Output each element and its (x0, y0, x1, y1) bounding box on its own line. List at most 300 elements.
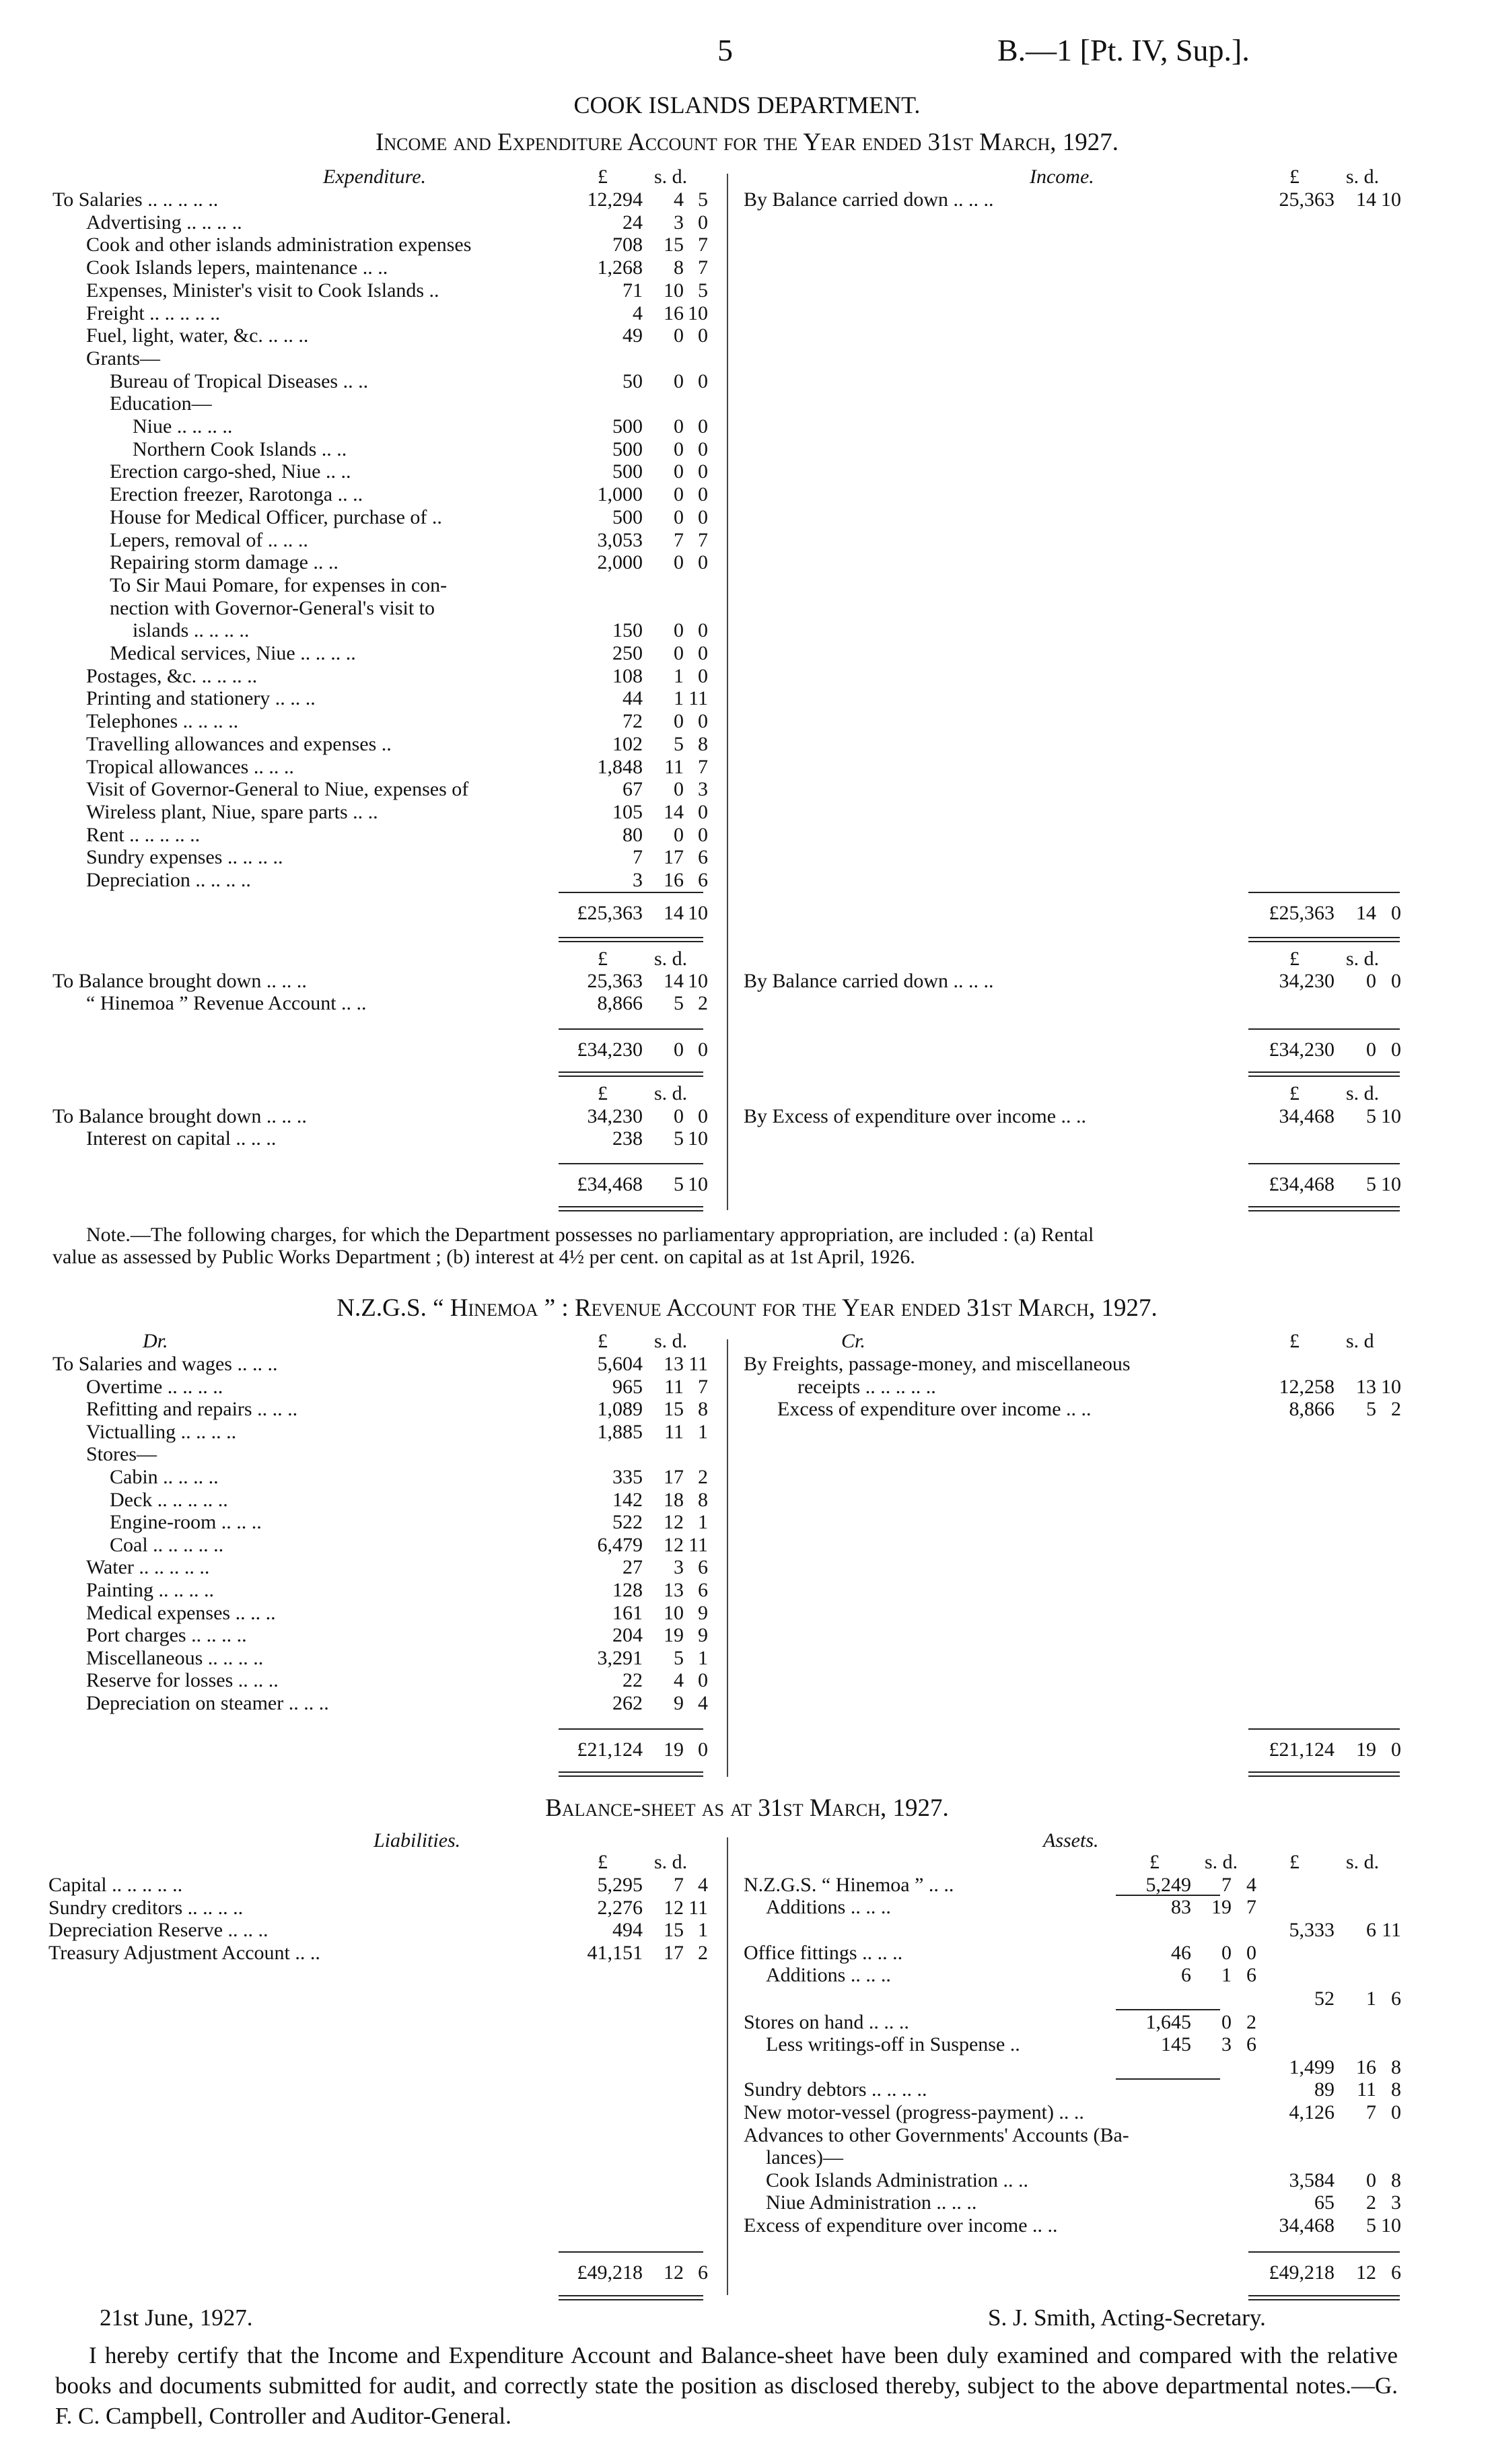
expenditure-row-23-label: Telephones .. .. .. .. (86, 710, 239, 733)
expenditure-row-24-label: Travelling allowances and expenses .. (86, 732, 392, 755)
expenditure-row-8-a: 50 (622, 369, 643, 392)
revenue-debit-row-8-label: Coal .. .. .. .. .. (110, 1533, 224, 1556)
revenue-debit-row-0-a: 5,604 (597, 1353, 643, 1375)
expenditure-row-5-a: 4 (633, 302, 643, 324)
expenditure-row-10-s: 0 (674, 415, 684, 437)
asset-stores-total-d: 8 (1391, 2056, 1401, 2078)
asset-hinemoa-total-d: 11 (1382, 1919, 1401, 1941)
asset-office-total-a: 52 (1314, 1987, 1335, 2010)
revenue-debit-row-10-s: 13 (664, 1579, 684, 1601)
asset-niue-admin-a: 65 (1314, 2191, 1335, 2214)
b3-right-total-d: 10 (1381, 1173, 1401, 1195)
revenue-debit-row-13-s: 5 (674, 1646, 684, 1669)
revenue-debit-row-0-label: To Salaries and wages .. .. .. (52, 1353, 278, 1375)
asset-sundry-debtors-s: 11 (1357, 2078, 1376, 2101)
expenditure-row-14-s: 0 (674, 505, 684, 528)
asset-niue-admin-label: Niue Administration .. .. .. (766, 2191, 977, 2214)
revenue-debit-row-9-d: 6 (698, 1556, 708, 1579)
b3-left-total-s: 5 (674, 1173, 684, 1195)
b3-interest-on-capital-s: 5 (674, 1127, 684, 1150)
bs-right-total-d: 6 (1391, 2261, 1401, 2284)
b3-left-sd-header: s. d. (654, 1082, 688, 1104)
expenditure-row-3-label: Cook Islands lepers, maintenance .. .. (86, 256, 388, 279)
b2-right-total-a: £34,230 (1269, 1039, 1335, 1061)
revenue-debit-row-0-d: 11 (688, 1353, 708, 1375)
b2-balance-brought-down-d: 10 (688, 970, 708, 992)
revenue-debit-row-5-d: 2 (698, 1466, 708, 1488)
asset-hinemoa-additions-s: 19 (1211, 1896, 1232, 1918)
asset-office-fittings-label: Office fittings .. .. .. (744, 1942, 903, 1964)
ie-right-double-rule-1 (1248, 937, 1400, 942)
expenditure-row-5-d: 10 (688, 302, 708, 324)
statement-date: 21st June, 1927. (100, 2304, 253, 2331)
b2-left-total-s: 0 (674, 1039, 684, 1061)
revenue-credit-receipts-a: 12,258 (1279, 1376, 1335, 1398)
revenue-debit-row-2-s: 15 (664, 1398, 684, 1421)
revenue-credit-receipts-s: 13 (1356, 1376, 1376, 1398)
expenditure-row-30-s: 16 (664, 869, 684, 891)
expenditure-row-11-s: 0 (674, 437, 684, 460)
b3-right-total-a: £34,468 (1269, 1173, 1335, 1195)
revenue-debit-row-12-label: Port charges .. .. .. .. (86, 1624, 247, 1647)
revenue-debit-row-1-label: Overtime .. .. .. .. (86, 1375, 223, 1398)
expenditure-row-3-d: 7 (698, 256, 708, 279)
revenue-debit-row-3-a: 1,885 (597, 1420, 643, 1443)
expenditure-row-5-s: 16 (664, 302, 684, 324)
expenditure-row-2-label: Cook and other islands administration expenses (86, 234, 472, 256)
expenditure-row-8-s: 0 (674, 369, 684, 392)
asset-motor-vessel-label: New motor-vessel (progress-payment) .. .. (744, 2101, 1084, 2123)
liability-row-1-a: 2,276 (597, 1896, 643, 1919)
revenue-debit-row-7-d: 1 (698, 1511, 708, 1534)
revenue-debit-row-14-label: Reserve for losses .. .. .. (86, 1669, 279, 1692)
rev-left-total-d: 0 (698, 1738, 708, 1761)
revenue-debit-row-5-a: 335 (612, 1466, 643, 1488)
bs-right-pound-header: £ (1289, 1851, 1300, 1873)
asset-sundry-debtors-d: 8 (1391, 2078, 1401, 2101)
revenue-debit-row-9-s: 3 (674, 1556, 684, 1579)
expenditure-row-28-a: 80 (622, 823, 643, 846)
liability-row-1-s: 12 (664, 1896, 684, 1919)
asset-motor-vessel-d: 0 (1391, 2101, 1401, 2123)
balance-column-divider (727, 1837, 728, 2295)
b3-excess-expenditure-d: 10 (1381, 1105, 1401, 1127)
bs-right-total-s: 12 (1356, 2261, 1376, 2284)
revenue-debit-row-12-s: 19 (664, 1624, 684, 1647)
rev-left-sd-header: s. d. (654, 1330, 688, 1352)
b2-left-double-rule (559, 1071, 703, 1077)
revenue-credit-excess-s: 5 (1366, 1398, 1376, 1420)
asset-stores-total-s: 16 (1356, 2056, 1376, 2078)
ie-right-total-1-d: 0 (1391, 902, 1401, 924)
expenditure-row-25-s: 11 (664, 755, 684, 778)
expenditure-row-27-a: 105 (612, 800, 643, 823)
bs-left-total-a: £49,218 (577, 2261, 643, 2284)
asset-hinemoa-d: 4 (1246, 1874, 1256, 1896)
revenue-credit-freights-line-1: By Freights, passage-money, and miscellaneous (744, 1353, 1131, 1375)
revenue-debit-row-1-s: 11 (664, 1375, 684, 1398)
expenditure-row-29-a: 7 (633, 846, 643, 869)
revenue-debit-row-6-s: 18 (664, 1488, 684, 1511)
revenue-credit-receipts-label: receipts .. .. .. .. .. (797, 1376, 936, 1398)
asset-office-fittings-a: 46 (1171, 1942, 1191, 1964)
bs-left-total-d: 6 (698, 2261, 708, 2284)
revenue-debit-row-2-a: 1,089 (597, 1398, 643, 1421)
expenditure-row-25-a: 1,848 (597, 755, 643, 778)
liability-row-3-d: 2 (698, 1941, 708, 1964)
ie-left-pound-header: £ (598, 166, 608, 188)
asset-office-additions-s: 1 (1221, 1964, 1232, 1986)
revenue-debit-row-3-s: 11 (664, 1420, 684, 1443)
revenue-debit-row-10-a: 128 (612, 1579, 643, 1601)
revenue-debit-row-5-s: 17 (664, 1466, 684, 1488)
liabilities-heading: Liabilities. (374, 1829, 461, 1852)
expenditure-row-1-s: 3 (674, 211, 684, 234)
revenue-debit-row-11-a: 161 (612, 1601, 643, 1624)
asset-office-fittings-d: 0 (1246, 1942, 1256, 1964)
expenditure-row-2-a: 708 (612, 234, 643, 256)
bs-mid-pound-header: £ (1149, 1851, 1160, 1873)
asset-advances-line-1: Advances to other Governments' Accounts (Ba- (744, 2124, 1129, 2146)
expenditure-row-15-a: 3,053 (597, 528, 643, 551)
bs-mid-sd-header: s. d. (1205, 1851, 1238, 1873)
rev-right-pound-header: £ (1289, 1330, 1300, 1352)
revenue-debit-row-3-d: 1 (698, 1420, 708, 1443)
b3-excess-expenditure-a: 34,468 (1279, 1105, 1335, 1127)
expenditure-row-28-d: 0 (698, 823, 708, 846)
asset-stores-writings-off-label: Less writings-off in Suspense .. (766, 2033, 1020, 2055)
expenditure-row-25-d: 7 (698, 755, 708, 778)
expenditure-row-21-a: 108 (612, 664, 643, 687)
revenue-credit-excess-label: Excess of expenditure over income .. .. (777, 1398, 1092, 1420)
revenue-debit-row-9-label: Water .. .. .. .. .. (86, 1556, 210, 1579)
liability-row-2-label: Depreciation Reserve .. .. .. (48, 1919, 269, 1941)
expenditure-row-8-label: Bureau of Tropical Diseases .. .. (110, 369, 369, 392)
b2-left-pound-header: £ (598, 948, 608, 970)
expenditure-row-27-label: Wireless plant, Niue, spare parts .. .. (86, 800, 378, 823)
ie-left-rule-1 (559, 892, 703, 893)
expenditure-row-4-d: 5 (698, 279, 708, 302)
expenditure-row-12-d: 0 (698, 460, 708, 483)
ie-left-total-1-d: 10 (688, 902, 708, 924)
assets-heading: Assets. (1043, 1829, 1099, 1852)
expenditure-row-9-label: Education— (110, 392, 212, 415)
b3-left-pound-header: £ (598, 1082, 608, 1104)
b2-right-pound-header: £ (1289, 948, 1300, 970)
expenditure-row-2-d: 7 (698, 234, 708, 256)
revenue-column-divider (727, 1339, 728, 1777)
credit-heading: Cr. (841, 1330, 865, 1352)
liability-row-1-d: 11 (688, 1896, 708, 1919)
expenditure-row-0-a: 12,294 (587, 188, 643, 211)
expenditure-row-23-s: 0 (674, 710, 684, 733)
expenditure-row-8-d: 0 (698, 369, 708, 392)
expenditure-row-12-a: 500 (612, 460, 643, 483)
revenue-debit-row-6-a: 142 (612, 1488, 643, 1511)
income-balance-carried-down-d: 10 (1381, 188, 1401, 211)
ie-right-rule-1 (1248, 892, 1400, 893)
expenditure-row-19-s: 0 (674, 619, 684, 642)
revenue-credit-excess-d: 2 (1391, 1398, 1401, 1420)
asset-stores-writings-off-d: 6 (1246, 2033, 1256, 2055)
asset-hinemoa-label: N.Z.G.S. “ Hinemoa ” .. .. (744, 1874, 954, 1896)
b3-interest-on-capital-label: Interest on capital .. .. .. (86, 1127, 277, 1150)
ie-note-line-2: value as assessed by Public Works Department ; (b) interest at 4½ per cent. on capital as at 1st April, 1926. (52, 1246, 915, 1268)
expenditure-row-0-s: 4 (674, 188, 684, 211)
expenditure-row-14-a: 500 (612, 505, 643, 528)
bs-left-rule (559, 2251, 703, 2253)
b2-hinemoa-revenue-a: 8,866 (597, 992, 643, 1014)
expenditure-row-16-d: 0 (698, 551, 708, 574)
b3-right-sd-header: s. d. (1346, 1082, 1380, 1104)
expenditure-row-22-a: 44 (622, 687, 643, 710)
expenditure-row-22-d: 11 (688, 687, 708, 710)
expenditure-row-13-a: 1,000 (597, 483, 643, 506)
ie-column-divider (727, 174, 728, 1210)
revenue-debit-row-4-label: Stores— (86, 1443, 157, 1466)
bs-left-sd-header: s. d. (654, 1851, 688, 1873)
b2-hinemoa-revenue-label: “ Hinemoa ” Revenue Account .. .. (86, 992, 367, 1014)
asset-cook-islands-admin-a: 3,584 (1289, 2169, 1335, 2191)
revenue-debit-row-5-label: Cabin .. .. .. .. (110, 1466, 219, 1488)
expenditure-row-3-a: 1,268 (597, 256, 643, 279)
revenue-debit-row-11-s: 10 (664, 1601, 684, 1624)
revenue-debit-row-8-a: 6,479 (597, 1533, 643, 1556)
asset-office-total-s: 1 (1366, 1987, 1376, 2010)
revenue-debit-row-12-d: 9 (698, 1624, 708, 1647)
rev-right-sd-header: s. d (1346, 1330, 1374, 1352)
expenditure-row-11-a: 500 (612, 437, 643, 460)
asset-advances-line-2: lances)— (766, 2146, 843, 2169)
b2-hinemoa-revenue-d: 2 (698, 992, 708, 1014)
b3-left-rule (559, 1163, 703, 1164)
liability-row-3-label: Treasury Adjustment Account .. .. (48, 1941, 320, 1964)
expenditure-row-16-s: 0 (674, 551, 684, 574)
expenditure-row-23-a: 72 (622, 710, 643, 733)
b2-left-rule (559, 1028, 703, 1030)
b3-right-rule (1248, 1163, 1400, 1164)
income-expenditure-title: Income and Expenditure Account for the Year ended 31st March, 1927. (376, 129, 1118, 156)
asset-sundry-debtors-a: 89 (1314, 2078, 1335, 2101)
expenditure-row-21-label: Postages, &c. .. .. .. .. (86, 664, 258, 687)
expenditure-row-20-d: 0 (698, 642, 708, 664)
expenditure-row-22-s: 1 (674, 687, 684, 710)
b3-interest-on-capital-a: 238 (612, 1127, 643, 1150)
rev-left-pound-header: £ (598, 1330, 608, 1352)
expenditure-row-26-d: 3 (698, 778, 708, 801)
expenditure-heading: Expenditure. (323, 166, 427, 188)
expenditure-row-6-d: 0 (698, 324, 708, 347)
expenditure-row-5-label: Freight .. .. .. .. .. (86, 302, 221, 324)
asset-hinemoa-additions-a: 83 (1171, 1896, 1191, 1918)
b3-balance-brought-down-d: 0 (698, 1105, 708, 1127)
b3-left-total-a: £34,468 (577, 1173, 643, 1195)
report-reference: B.—1 [Pt. IV, Sup.]. (997, 33, 1250, 67)
b2-right-total-d: 0 (1391, 1039, 1401, 1061)
b2-right-double-rule (1248, 1071, 1400, 1077)
b2-hinemoa-revenue-s: 5 (674, 992, 684, 1014)
expenditure-row-6-label: Fuel, light, water, &c. .. .. .. (86, 324, 309, 347)
liability-row-3-s: 17 (664, 1941, 684, 1964)
liability-row-1-label: Sundry creditors .. .. .. .. (48, 1896, 244, 1919)
expenditure-row-15-d: 7 (698, 528, 708, 551)
revenue-debit-row-8-d: 11 (688, 1533, 708, 1556)
expenditure-row-28-label: Rent .. .. .. .. .. (86, 823, 201, 846)
ie-right-pound-header: £ (1289, 166, 1300, 188)
expenditure-row-10-a: 500 (612, 415, 643, 437)
asset-stores-on-hand-s: 0 (1221, 2011, 1232, 2033)
audit-certificate: I hereby certify that the Income and Expenditure Account and Balance-sheet have been duly examined and compared with the relative books and documents submitted for audit, and correctly state the position as disclosed thereby, subject to the above departmental notes.—G. F. C. Campbell, Controller and Auditor-General. (55, 2342, 1398, 2429)
asset-stores-writings-off-s: 3 (1221, 2033, 1232, 2055)
expenditure-row-24-a: 102 (612, 732, 643, 755)
revenue-debit-row-13-a: 3,291 (597, 1646, 643, 1669)
expenditure-row-26-label: Visit of Governor-General to Niue, expenses of (86, 778, 469, 801)
signature-acting-secretary: S. J. Smith, Acting-Secretary. (988, 2304, 1266, 2331)
rev-left-total-a: £21,124 (577, 1738, 643, 1761)
revenue-debit-row-2-d: 8 (698, 1398, 708, 1421)
income-balance-carried-down-a: 25,363 (1279, 188, 1335, 211)
expenditure-row-13-label: Erection freezer, Rarotonga .. .. (110, 483, 363, 506)
expenditure-row-19-d: 0 (698, 619, 708, 642)
balance-sheet-title: Balance-sheet as at 31st March, 1927. (545, 1794, 949, 1822)
expenditure-row-14-label: House for Medical Officer, purchase of .. (110, 505, 442, 528)
b2-left-sd-header: s. d. (654, 948, 688, 970)
rev-right-total-s: 19 (1356, 1738, 1376, 1761)
expenditure-row-29-d: 6 (698, 846, 708, 869)
revenue-debit-row-1-d: 7 (698, 1375, 708, 1398)
liability-row-2-d: 1 (698, 1919, 708, 1941)
expenditure-row-11-label: Northern Cook Islands .. .. (133, 437, 347, 460)
department-title: COOK ISLANDS DEPARTMENT. (573, 92, 921, 118)
b3-excess-expenditure-label: By Excess of expenditure over income .. .. (744, 1105, 1087, 1127)
income-balance-carried-down-label: By Balance carried down .. .. .. (744, 188, 994, 211)
b3-balance-brought-down-a: 34,230 (587, 1105, 643, 1127)
expenditure-row-29-s: 17 (664, 846, 684, 869)
expenditure-row-21-d: 0 (698, 664, 708, 687)
expenditure-row-6-s: 0 (674, 324, 684, 347)
expenditure-row-18-label: nection with Governor-General's visit to (110, 596, 435, 619)
bs-right-total-a: £49,218 (1269, 2261, 1335, 2284)
revenue-debit-row-12-a: 204 (612, 1624, 643, 1647)
b2-right-rule (1248, 1028, 1400, 1030)
expenditure-row-29-label: Sundry expenses .. .. .. .. (86, 846, 283, 869)
b2-balance-brought-down-label: To Balance brought down .. .. .. (52, 970, 307, 992)
rev-right-total-a: £21,124 (1269, 1738, 1335, 1761)
asset-excess-expenditure-d: 10 (1381, 2214, 1401, 2237)
expenditure-row-27-d: 0 (698, 800, 708, 823)
liability-row-0-d: 4 (698, 1874, 708, 1896)
rev-left-double-rule (559, 1771, 703, 1777)
bs-right-double-rule (1248, 2295, 1400, 2300)
b3-right-total-s: 5 (1366, 1173, 1376, 1195)
asset-hinemoa-total-s: 6 (1366, 1919, 1376, 1941)
asset-sundry-debtors-label: Sundry debtors .. .. .. .. (744, 2078, 927, 2101)
expenditure-row-6-a: 49 (622, 324, 643, 347)
bs-right-rule (1248, 2251, 1400, 2253)
revenue-debit-row-15-d: 4 (698, 1692, 708, 1714)
expenditure-row-19-label: islands .. .. .. .. (133, 619, 250, 642)
asset-stores-on-hand-a: 1,645 (1145, 2011, 1191, 2033)
liability-row-2-a: 494 (612, 1919, 643, 1941)
expenditure-row-20-label: Medical services, Niue .. .. .. .. (110, 642, 356, 664)
revenue-account-title: N.Z.G.S. “ Hinemoa ” : Revenue Account for the Year ended 31st March, 1927. (336, 1294, 1158, 1322)
expenditure-row-2-s: 15 (664, 234, 684, 256)
bs-right-sd-header: s. d. (1346, 1851, 1380, 1873)
asset-stores-on-hand-label: Stores on hand .. .. .. (744, 2011, 909, 2033)
ie-right-total-1-a: £25,363 (1269, 902, 1335, 924)
b3-balance-brought-down-s: 0 (674, 1105, 684, 1127)
asset-niue-admin-d: 3 (1391, 2191, 1401, 2214)
revenue-debit-row-0-s: 13 (664, 1353, 684, 1375)
revenue-debit-row-10-label: Painting .. .. .. .. (86, 1579, 215, 1601)
ie-left-total-1-s: 14 (664, 902, 684, 924)
expenditure-row-24-d: 8 (698, 732, 708, 755)
expenditure-row-15-label: Lepers, removal of .. .. .. (110, 528, 308, 551)
asset-hinemoa-a: 5,249 (1145, 1874, 1191, 1896)
expenditure-row-13-d: 0 (698, 483, 708, 506)
revenue-debit-row-6-label: Deck .. .. .. .. .. (110, 1488, 228, 1511)
revenue-debit-row-7-a: 522 (612, 1511, 643, 1534)
revenue-debit-row-13-d: 1 (698, 1646, 708, 1669)
revenue-debit-row-11-label: Medical expenses .. .. .. (86, 1601, 276, 1624)
revenue-debit-row-1-a: 965 (612, 1375, 643, 1398)
asset-stores-total-a: 1,499 (1289, 2056, 1335, 2078)
bs-left-total-s: 12 (664, 2261, 684, 2284)
page-number: 5 (717, 33, 733, 67)
ie-left-total-1-a: £25,363 (577, 902, 643, 924)
expenditure-row-26-a: 67 (622, 778, 643, 801)
revenue-debit-row-10-d: 6 (698, 1579, 708, 1601)
asset-niue-admin-s: 2 (1366, 2191, 1376, 2214)
revenue-debit-row-8-s: 12 (664, 1533, 684, 1556)
revenue-credit-excess-a: 8,866 (1289, 1398, 1335, 1420)
revenue-debit-row-15-a: 262 (612, 1692, 643, 1714)
rev-left-total-s: 19 (664, 1738, 684, 1761)
asset-stores-writings-off-a: 145 (1161, 2033, 1191, 2055)
b3-balance-brought-down-label: To Balance brought down .. .. .. (52, 1105, 307, 1127)
asset-stores-on-hand-d: 2 (1246, 2011, 1256, 2033)
expenditure-row-3-s: 8 (674, 256, 684, 279)
expenditure-row-23-d: 0 (698, 710, 708, 733)
expenditure-row-12-label: Erection cargo-shed, Niue .. .. (110, 460, 351, 483)
office-subtotal-rule (1116, 2009, 1220, 2010)
revenue-credit-receipts-d: 10 (1381, 1376, 1401, 1398)
rev-right-double-rule (1248, 1771, 1400, 1777)
asset-excess-expenditure-s: 5 (1366, 2214, 1376, 2237)
expenditure-row-4-a: 71 (622, 279, 643, 302)
asset-office-fittings-s: 0 (1221, 1942, 1232, 1964)
expenditure-row-4-label: Expenses, Minister's visit to Cook Islands .. (86, 279, 439, 302)
bs-left-pound-header: £ (598, 1851, 608, 1873)
revenue-debit-row-11-d: 9 (698, 1601, 708, 1624)
liability-row-3-a: 41,151 (587, 1941, 643, 1964)
liability-row-0-s: 7 (674, 1874, 684, 1896)
expenditure-row-10-label: Niue .. .. .. .. (133, 415, 233, 437)
b3-right-pound-header: £ (1289, 1082, 1300, 1104)
asset-excess-expenditure-label: Excess of expenditure over income .. .. (744, 2214, 1058, 2237)
debit-heading: Dr. (143, 1330, 168, 1352)
expenditure-row-30-a: 3 (633, 869, 643, 891)
revenue-debit-row-3-label: Victualling .. .. .. .. (86, 1420, 237, 1443)
expenditure-row-1-label: Advertising .. .. .. .. (86, 211, 242, 234)
rev-right-rule (1248, 1728, 1400, 1730)
expenditure-row-30-d: 6 (698, 869, 708, 891)
expenditure-row-24-s: 5 (674, 732, 684, 755)
expenditure-row-1-d: 0 (698, 211, 708, 234)
revenue-debit-row-14-s: 4 (674, 1669, 684, 1692)
income-heading: Income. (1030, 166, 1094, 188)
ie-right-sd-header: s. d. (1346, 166, 1380, 188)
